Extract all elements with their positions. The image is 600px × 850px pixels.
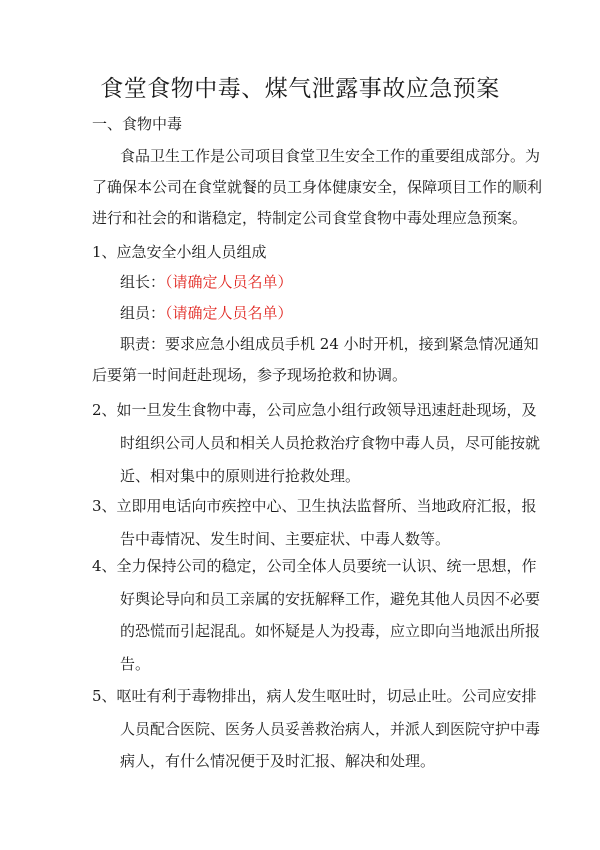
item-4-line: 的恐慌而引起混乱。如怀疑是人为投毒，应立即向当地派出所报 <box>120 622 541 640</box>
document-title: 食堂食物中毒、煤气泄露事故应急预案 <box>100 76 500 102</box>
item-1-heading: 1、应急安全小组人员组成 <box>92 243 267 261</box>
intro-line: 进行和社会的和谐稳定，特制定公司食堂食物中毒处理应急预案。 <box>92 209 528 227</box>
item-4-line: 4、全力保持公司的稳定，公司全体人员要统一认识、统一思想，作 <box>92 557 537 575</box>
item-4-line: 告。 <box>120 655 151 673</box>
leader-value: （请确定人员名单） <box>165 273 293 291</box>
leader-label: 组长： <box>120 273 166 291</box>
intro-line: 了确保本公司在食堂就餐的员工身体健康安全，保障项目工作的顺利 <box>92 178 543 196</box>
member-label: 组员： <box>120 304 166 322</box>
item-2-line: 时组织公司人员和相关人员抢救治疗食物中毒人员，尽可能按就 <box>120 434 541 452</box>
duty-line: 职责：要求应急小组成员手机 24 小时开机，接到紧急情况通知 <box>120 335 539 353</box>
duty-line: 后要第一时间赶赴现场，参予现场抢救和协调。 <box>92 366 408 384</box>
item-3-line: 3、立即用电话向市疾控中心、卫生执法监督所、当地政府汇报，报 <box>92 497 537 515</box>
member-value: （请确定人员名单） <box>165 304 293 322</box>
section-heading: 一、食物中毒 <box>92 115 183 133</box>
item-2-line: 2、如一旦发生食物中毒，公司应急小组行政领导迅速赶赴现场，及 <box>92 401 537 419</box>
leader-row <box>120 272 293 292</box>
item-2-line: 近、相对集中的原则进行抢救处理。 <box>120 467 361 485</box>
item-5-line: 人员配合医院、医务人员妥善救治病人，并派人到医院守护中毒 <box>120 720 541 738</box>
item-4-line: 好舆论导向和员工亲属的安抚解释工作，避免其他人员因不必要 <box>120 590 541 608</box>
item-3-line: 告中毒情况、发生时间、主要症状、中毒人数等。 <box>120 530 451 548</box>
item-5-line: 病人，有什么情况便于及时汇报、解决和处理。 <box>120 752 436 770</box>
intro-line: 食品卫生工作是公司项目食堂卫生安全工作的重要组成部分。为 <box>120 147 541 165</box>
member-row <box>120 303 293 323</box>
item-5-line: 5、呕吐有利于毒物排出，病人发生呕吐时，切忌止吐。公司应安排 <box>92 687 537 705</box>
